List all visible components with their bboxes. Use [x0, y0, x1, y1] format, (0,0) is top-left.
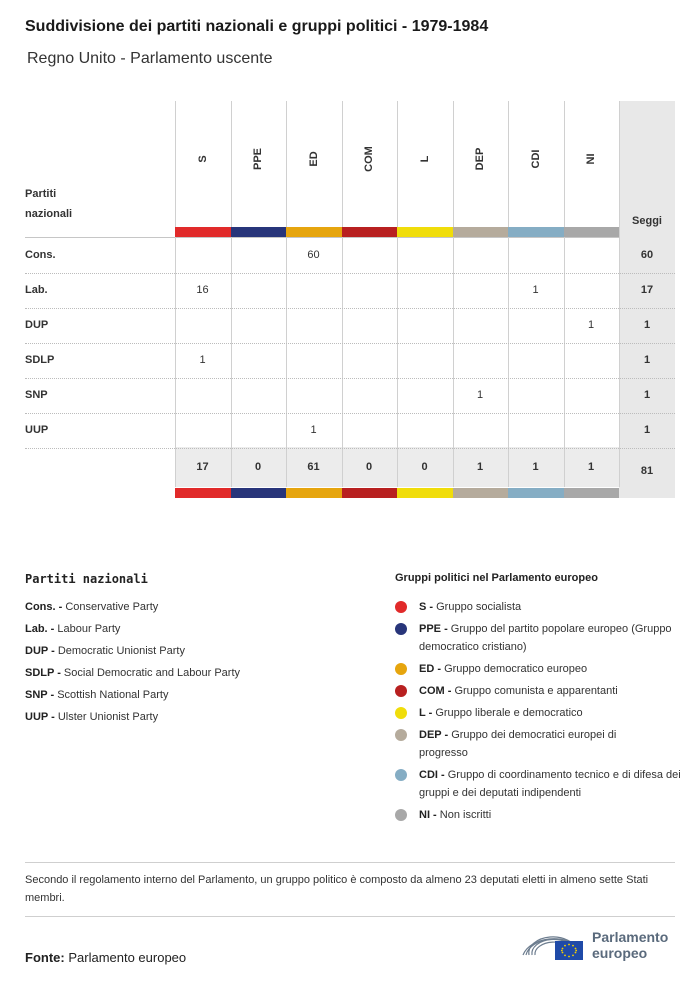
rules-note: Secondo il regolamento interno del Parlamento, un gruppo politico è composto da almeno 23 deputati eletti in almeno sette Stati membri. [25, 874, 649, 904]
column-total: 1 [587, 461, 595, 473]
legend-party-name: Ulster Unionist Party [57, 711, 159, 723]
column-code: DEP [474, 147, 486, 171]
legend-group-abbr: S - [419, 601, 434, 613]
note-top-divider [25, 862, 675, 863]
column-color-bar [397, 227, 453, 237]
row-party-label: DUP [25, 319, 49, 331]
legend-group-item [419, 704, 679, 722]
legend-group-name: Gruppo socialista [436, 601, 522, 613]
legend-party-name: Labour Party [57, 623, 121, 635]
table-cell: 1 [587, 319, 595, 331]
column-total: 1 [476, 461, 484, 473]
legend-party-abbr: UUP - [25, 711, 55, 723]
row-seggi-total: 1 [643, 354, 651, 366]
legend-group-color-dot [395, 707, 407, 719]
column-header-ppe [231, 101, 286, 226]
column-header-com [342, 101, 397, 226]
column-header-dep [453, 101, 508, 226]
legend-group-color-dot [395, 809, 407, 821]
column-code: ED [307, 151, 320, 167]
row-party-label: Cons. [25, 249, 56, 261]
table-cell: 1 [476, 389, 484, 401]
legend-party-abbr: Lab. - [25, 623, 55, 635]
column-code: CDI [529, 149, 542, 169]
row-seggi-total: 1 [643, 319, 651, 331]
column-total: 0 [421, 461, 428, 473]
column-code: COM [363, 146, 375, 172]
seggi-column-background [619, 101, 675, 498]
column-total: 1 [532, 461, 539, 473]
seggi-header: Seggi [632, 215, 662, 227]
legend-group-item [419, 726, 659, 762]
column-color-bar [342, 227, 398, 237]
source-line [25, 950, 186, 965]
column-color-bar [564, 227, 620, 237]
totals-color-bar [286, 488, 342, 498]
page-subtitle: Regno Unito - Parlamento uscente [27, 50, 273, 67]
totals-color-bar [508, 488, 564, 498]
column-header-s [175, 101, 230, 226]
legend-party-abbr: SDLP - [25, 667, 61, 679]
logo-text-line1: Parlamento [592, 929, 669, 945]
column-total: 0 [254, 461, 262, 473]
legend-group-name: Gruppo di coordinamento tecnico e di difesa dei gruppi e dei deputati indipendenti [419, 769, 681, 799]
row-divider [25, 378, 675, 379]
legend-party-name: Social Democratic and Labour Party [63, 667, 241, 679]
row-party-label: Lab. [25, 284, 48, 296]
legend-group-item [419, 598, 679, 616]
column-color-bar [175, 227, 231, 237]
note-bottom-divider [25, 916, 675, 917]
source-label: Fonte: [25, 950, 65, 965]
legend-group-item [419, 806, 679, 824]
legend-party-abbr: DUP - [25, 645, 55, 657]
totals-color-bar [564, 488, 620, 498]
legend-group-abbr: L - [419, 707, 433, 719]
table-cell: 1 [199, 354, 206, 366]
legend-group-abbr: PPE - [419, 623, 448, 635]
page-title: Suddivisione dei partiti nazionali e gruppi politici - 1979-1984 [25, 18, 489, 35]
legend-party-abbr: SNP - [25, 689, 55, 701]
table-cell: 1 [310, 424, 317, 436]
row-header-line1: Partiti [25, 188, 57, 200]
column-total: 17 [196, 461, 209, 473]
row-divider [25, 308, 675, 309]
column-color-bar [508, 227, 564, 237]
legend-group-item [419, 766, 689, 802]
legend-party-name: Scottish National Party [57, 689, 169, 701]
seat-distribution-table [25, 101, 675, 499]
legend-group-name: Gruppo del partito popolare europeo (Gruppo democratico cristiano) [419, 623, 672, 653]
legend-party-item [25, 686, 168, 704]
legend-group-item [419, 620, 679, 656]
legend-group-color-dot [395, 729, 407, 741]
row-party-label: SNP [25, 389, 48, 401]
legend-party-abbr: Cons. - [25, 601, 63, 613]
column-total: 61 [307, 461, 320, 473]
column-total: 0 [365, 461, 373, 473]
row-divider [25, 273, 675, 274]
legend-group-color-dot [395, 623, 407, 635]
column-header-cdi [508, 101, 563, 226]
legend-party-item [25, 642, 185, 660]
column-code: NI [585, 153, 597, 165]
row-divider [25, 413, 675, 414]
column-header-l [397, 101, 452, 226]
legend-parties-title: Partiti nazionali [25, 572, 148, 586]
legend-group-abbr: COM - [419, 685, 452, 697]
legend-groups-title: Gruppi politici nel Parlamento europeo [395, 572, 598, 584]
legend-group-name: Gruppo liberale e democratico [435, 707, 583, 719]
table-cell: 1 [532, 284, 539, 296]
legend-group-color-dot [395, 685, 407, 697]
table-cell: 60 [307, 249, 320, 261]
legend-party-name: Conservative Party [65, 601, 159, 613]
totals-color-bar [231, 488, 287, 498]
column-color-bar [453, 227, 509, 237]
row-header-line2: nazionali [25, 208, 73, 220]
legend-group-abbr: NI - [419, 809, 437, 821]
table-cell: 16 [196, 284, 209, 296]
header-divider [25, 237, 619, 238]
row-seggi-total: 1 [643, 389, 651, 401]
row-seggi-total: 1 [643, 424, 651, 436]
legend-group-abbr: ED - [419, 663, 441, 675]
column-header-ni [564, 101, 619, 226]
parliament-logo [519, 925, 679, 965]
hemicycle-icon [519, 925, 585, 965]
grand-total: 81 [640, 465, 654, 477]
totals-color-bar [175, 488, 231, 498]
legend-party-item [25, 620, 120, 638]
column-color-bar [286, 227, 342, 237]
row-divider [25, 343, 675, 344]
source-value: Parlamento europeo [68, 950, 187, 965]
logo-text [592, 929, 668, 961]
column-code: L [418, 155, 431, 163]
logo-text-line2: europeo [592, 945, 648, 961]
column-code: PPE [252, 147, 264, 171]
legend-group-abbr: DEP - [419, 729, 449, 741]
totals-color-bar [397, 488, 453, 498]
legend-group-color-dot [395, 663, 407, 675]
row-party-label: UUP [25, 424, 49, 436]
column-color-bar [231, 227, 287, 237]
row-party-label: SDLP [25, 354, 55, 366]
totals-color-bar [453, 488, 509, 498]
legend-group-name: Non iscritti [439, 809, 492, 821]
legend-party-name: Democratic Unionist Party [57, 645, 185, 657]
row-divider [25, 448, 675, 449]
legend-group-item [419, 682, 679, 700]
column-header-ed [286, 101, 341, 226]
legend-group-name: Gruppo dei democratici europei di progresso [419, 729, 617, 759]
row-seggi-total: 17 [640, 284, 654, 296]
column-code: S [196, 155, 209, 163]
legend-group-name: Gruppo comunista e apparentanti [454, 685, 618, 697]
row-seggi-total: 60 [640, 249, 654, 261]
totals-color-bar [342, 488, 398, 498]
legend-party-item [25, 664, 240, 682]
legend-group-abbr: CDI - [419, 769, 445, 781]
legend-party-item [25, 708, 158, 726]
legend-group-name: Gruppo democratico europeo [444, 663, 588, 675]
legend-group-color-dot [395, 769, 407, 781]
legend-party-item [25, 598, 158, 616]
legend-group-item [419, 660, 679, 678]
legend-group-color-dot [395, 601, 407, 613]
